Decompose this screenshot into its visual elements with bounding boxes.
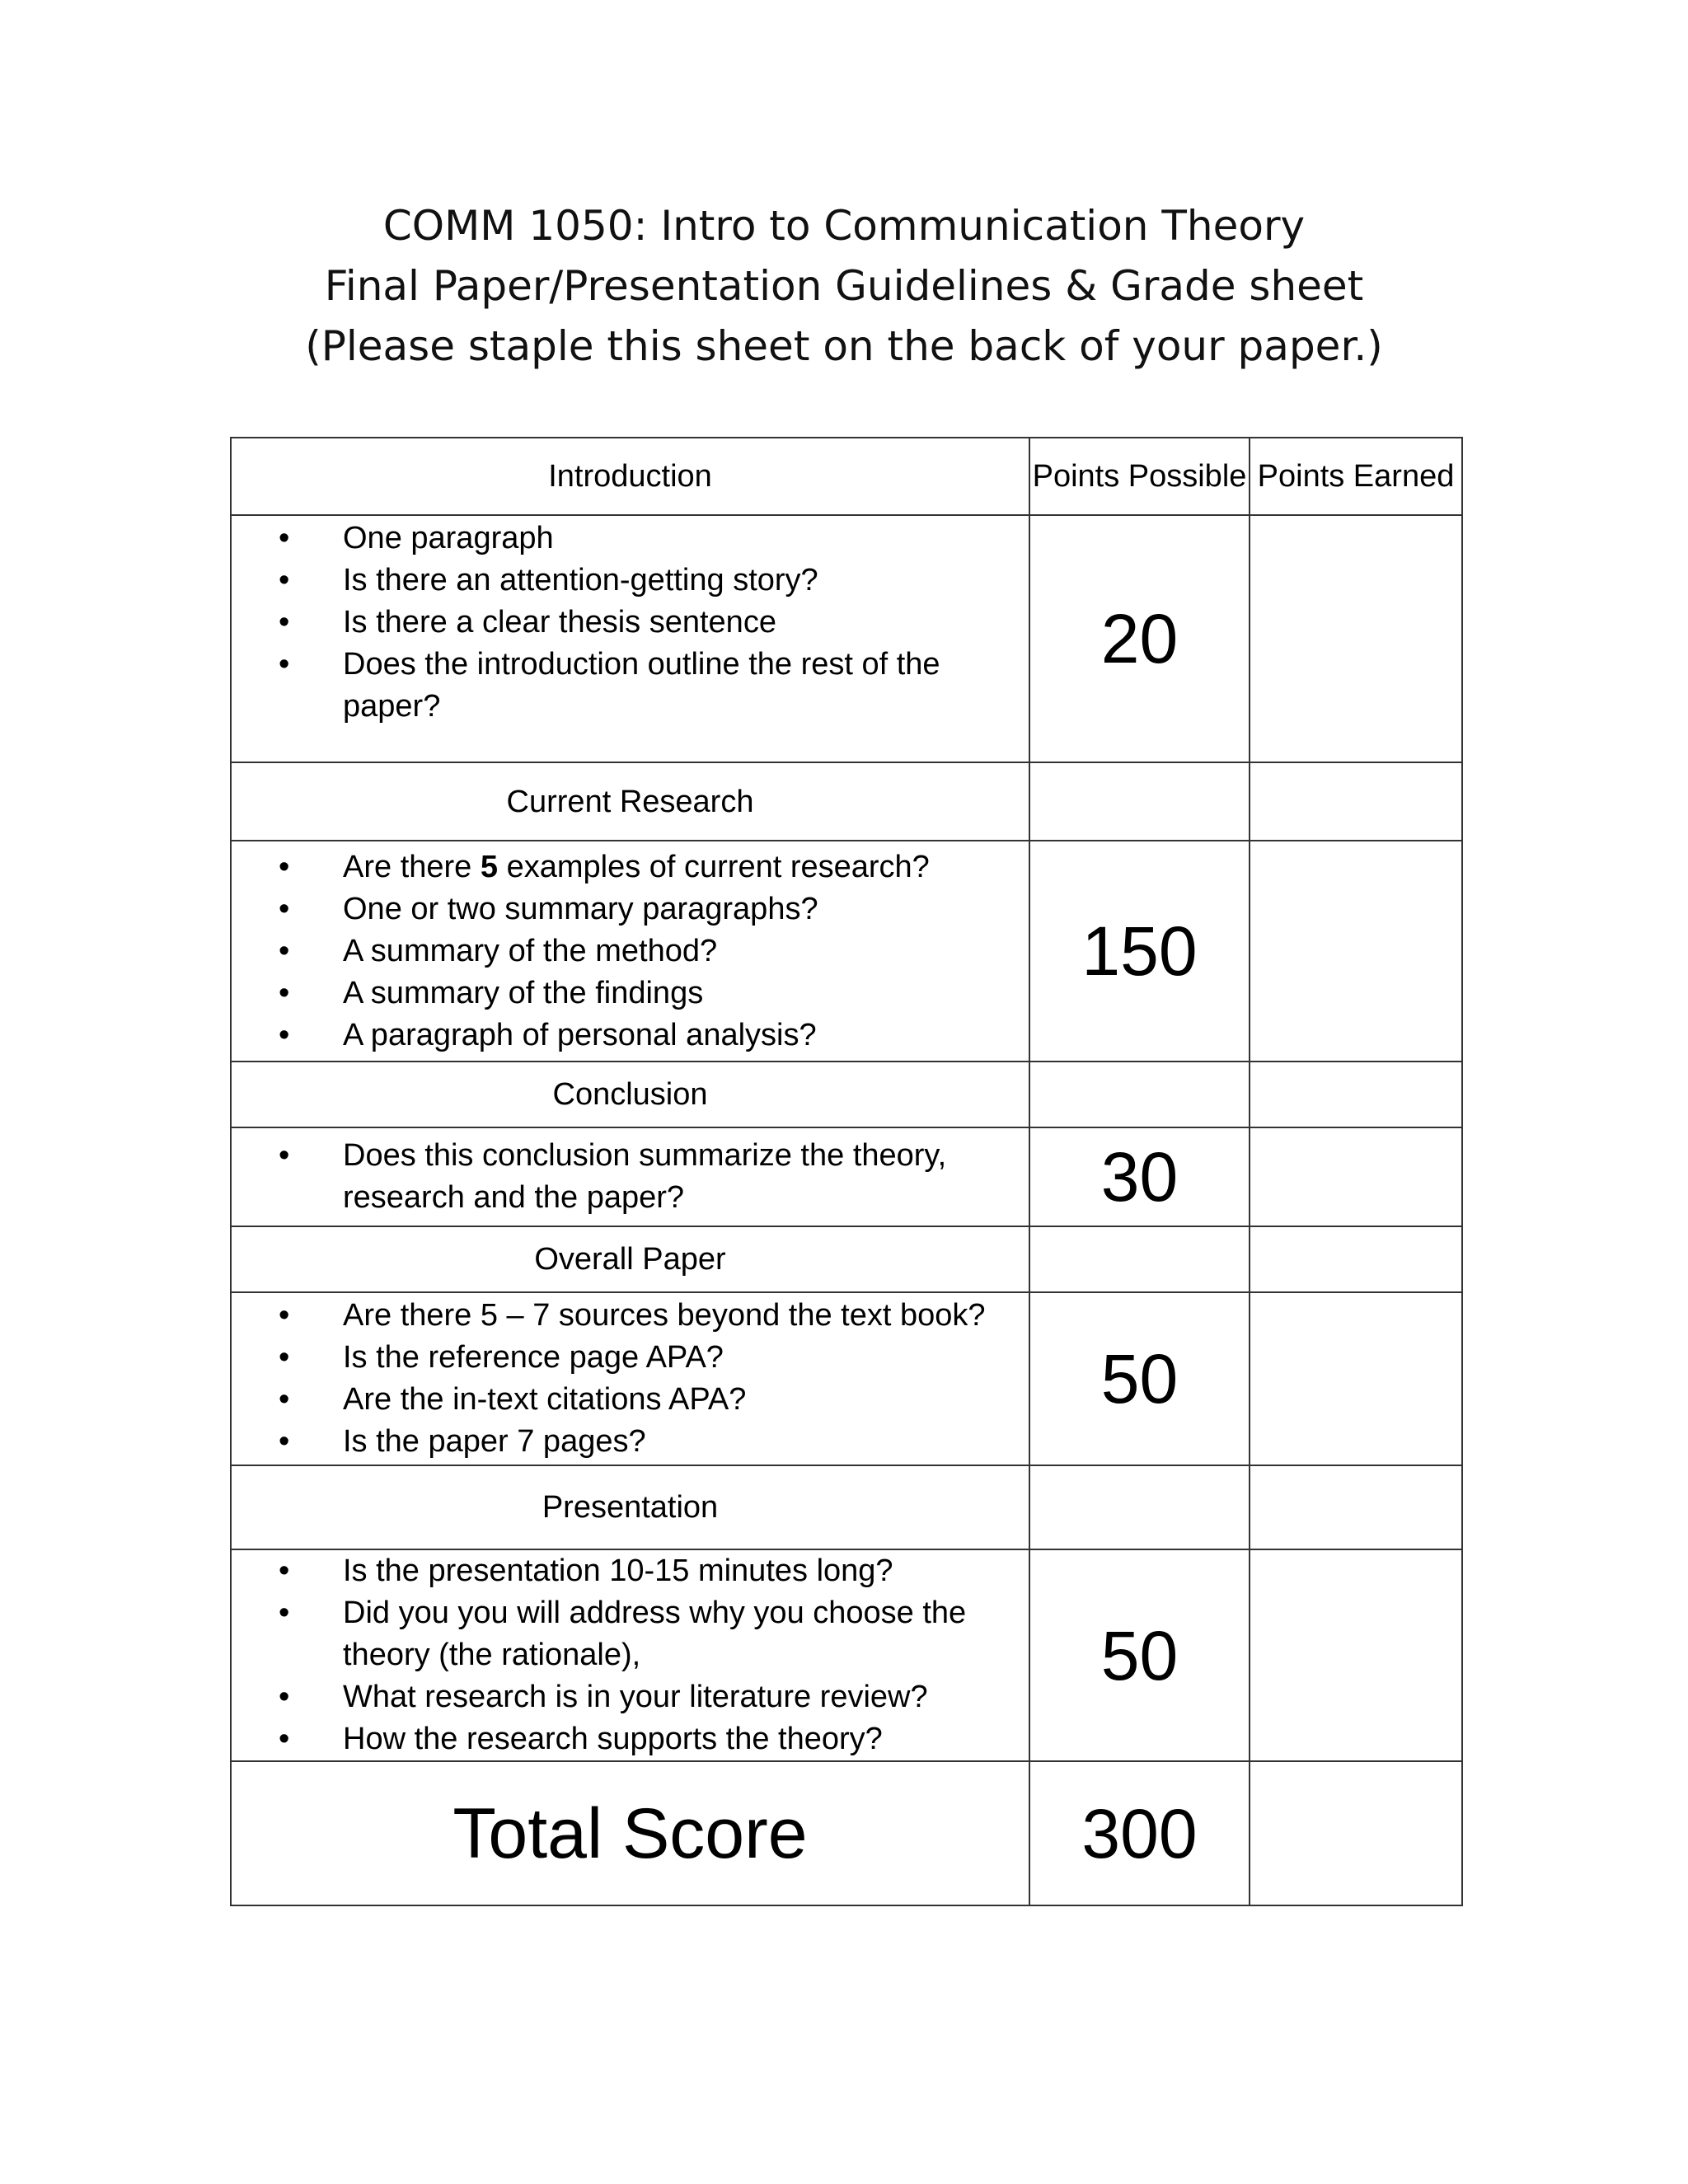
sheet-title: Final Paper/Presentation Guidelines & Grade sheet: [324, 262, 1364, 310]
section-header-row: [231, 438, 1462, 515]
points-possible-blank: [1029, 762, 1250, 841]
section-heading: Overall Paper: [231, 1226, 1029, 1292]
criteria-list: [232, 1295, 1029, 1463]
section-items-row: [231, 1549, 1462, 1761]
total-score-label: Total Score: [231, 1761, 1029, 1905]
criteria-cell: [231, 515, 1029, 762]
page-title: [0, 196, 1688, 377]
criteria-cell: [231, 1549, 1029, 1761]
points-earned-blank: [1250, 762, 1462, 841]
section-heading: Current Research: [231, 762, 1029, 841]
criteria-item: • Did you you will address why you choose the theory (the rationale),: [343, 1592, 1029, 1676]
emphasis-number: 5: [480, 849, 499, 884]
points-earned-blank: [1250, 1465, 1462, 1549]
section-header-row: [231, 1226, 1462, 1292]
staple-instruction: (Please staple this sheet on the back of your paper.): [305, 322, 1383, 370]
points-possible-value: 50: [1029, 1292, 1250, 1465]
criteria-list: [232, 518, 1029, 728]
criteria-item: • What research is in your literature review?: [343, 1676, 1029, 1718]
points-earned-blank: [1250, 841, 1462, 1062]
criteria-item: • Are there 5 – 7 sources beyond the text book?: [343, 1295, 1029, 1337]
section-items-row: [231, 841, 1462, 1062]
course-title: COMM 1050: Intro to Communication Theory: [382, 202, 1306, 250]
section-heading: Conclusion: [231, 1062, 1029, 1127]
criteria-list: [232, 1135, 1029, 1219]
section-items-row: [231, 1292, 1462, 1465]
points-possible-header: Points Possible: [1029, 438, 1250, 515]
points-possible-value: 50: [1029, 1549, 1250, 1761]
grade-sheet-table: [230, 437, 1463, 1906]
criteria-item: • One or two summary paragraphs?: [343, 888, 1029, 930]
points-earned-blank: [1250, 1292, 1462, 1465]
criteria-item: • Does the introduction outline the rest of the paper?: [343, 644, 1029, 728]
criteria-cell: [231, 1292, 1029, 1465]
points-possible-blank: [1029, 1465, 1250, 1549]
criteria-cell: [231, 1127, 1029, 1226]
criteria-item: • One paragraph: [343, 518, 1029, 560]
criteria-item: • Does this conclusion summarize the theory, research and the paper?: [343, 1135, 1029, 1219]
criteria-item: • How the research supports the theory?: [343, 1718, 1029, 1760]
criteria-item: • Is the paper 7 pages?: [343, 1421, 1029, 1463]
total-points-possible: 300: [1029, 1761, 1250, 1905]
points-earned-blank: [1250, 515, 1462, 762]
points-earned-blank: [1250, 1226, 1462, 1292]
points-possible-value: 20: [1029, 515, 1250, 762]
criteria-item: • Are there 5 examples of current research?: [343, 846, 1029, 888]
points-earned-header: Points Earned: [1250, 438, 1462, 515]
points-earned-blank: [1250, 1549, 1462, 1761]
points-possible-value: 30: [1029, 1127, 1250, 1226]
section-header-row: [231, 762, 1462, 841]
points-possible-blank: [1029, 1062, 1250, 1127]
criteria-list: [232, 846, 1029, 1057]
section-items-row: [231, 1127, 1462, 1226]
criteria-item: • Is there a clear thesis sentence: [343, 602, 1029, 644]
criteria-list: [232, 1550, 1029, 1760]
points-earned-blank: [1250, 1127, 1462, 1226]
points-possible-blank: [1029, 1226, 1250, 1292]
criteria-item: • Is there an attention-getting story?: [343, 560, 1029, 602]
points-earned-blank: [1250, 1062, 1462, 1127]
section-items-row: [231, 515, 1462, 762]
total-points-earned-blank: [1250, 1761, 1462, 1905]
section-heading: Introduction: [231, 438, 1029, 515]
section-heading: Presentation: [231, 1465, 1029, 1549]
section-header-row: [231, 1062, 1462, 1127]
points-possible-value: 150: [1029, 841, 1250, 1062]
total-row: [231, 1761, 1462, 1905]
criteria-item: • Is the presentation 10-15 minutes long?: [343, 1550, 1029, 1592]
criteria-item: • A paragraph of personal analysis?: [343, 1015, 1029, 1057]
criteria-item: • Is the reference page APA?: [343, 1337, 1029, 1379]
criteria-item: • Are the in-text citations APA?: [343, 1379, 1029, 1421]
section-header-row: [231, 1465, 1462, 1549]
criteria-cell: [231, 841, 1029, 1062]
criteria-item: • A summary of the method?: [343, 930, 1029, 972]
criteria-item: • A summary of the findings: [343, 972, 1029, 1015]
